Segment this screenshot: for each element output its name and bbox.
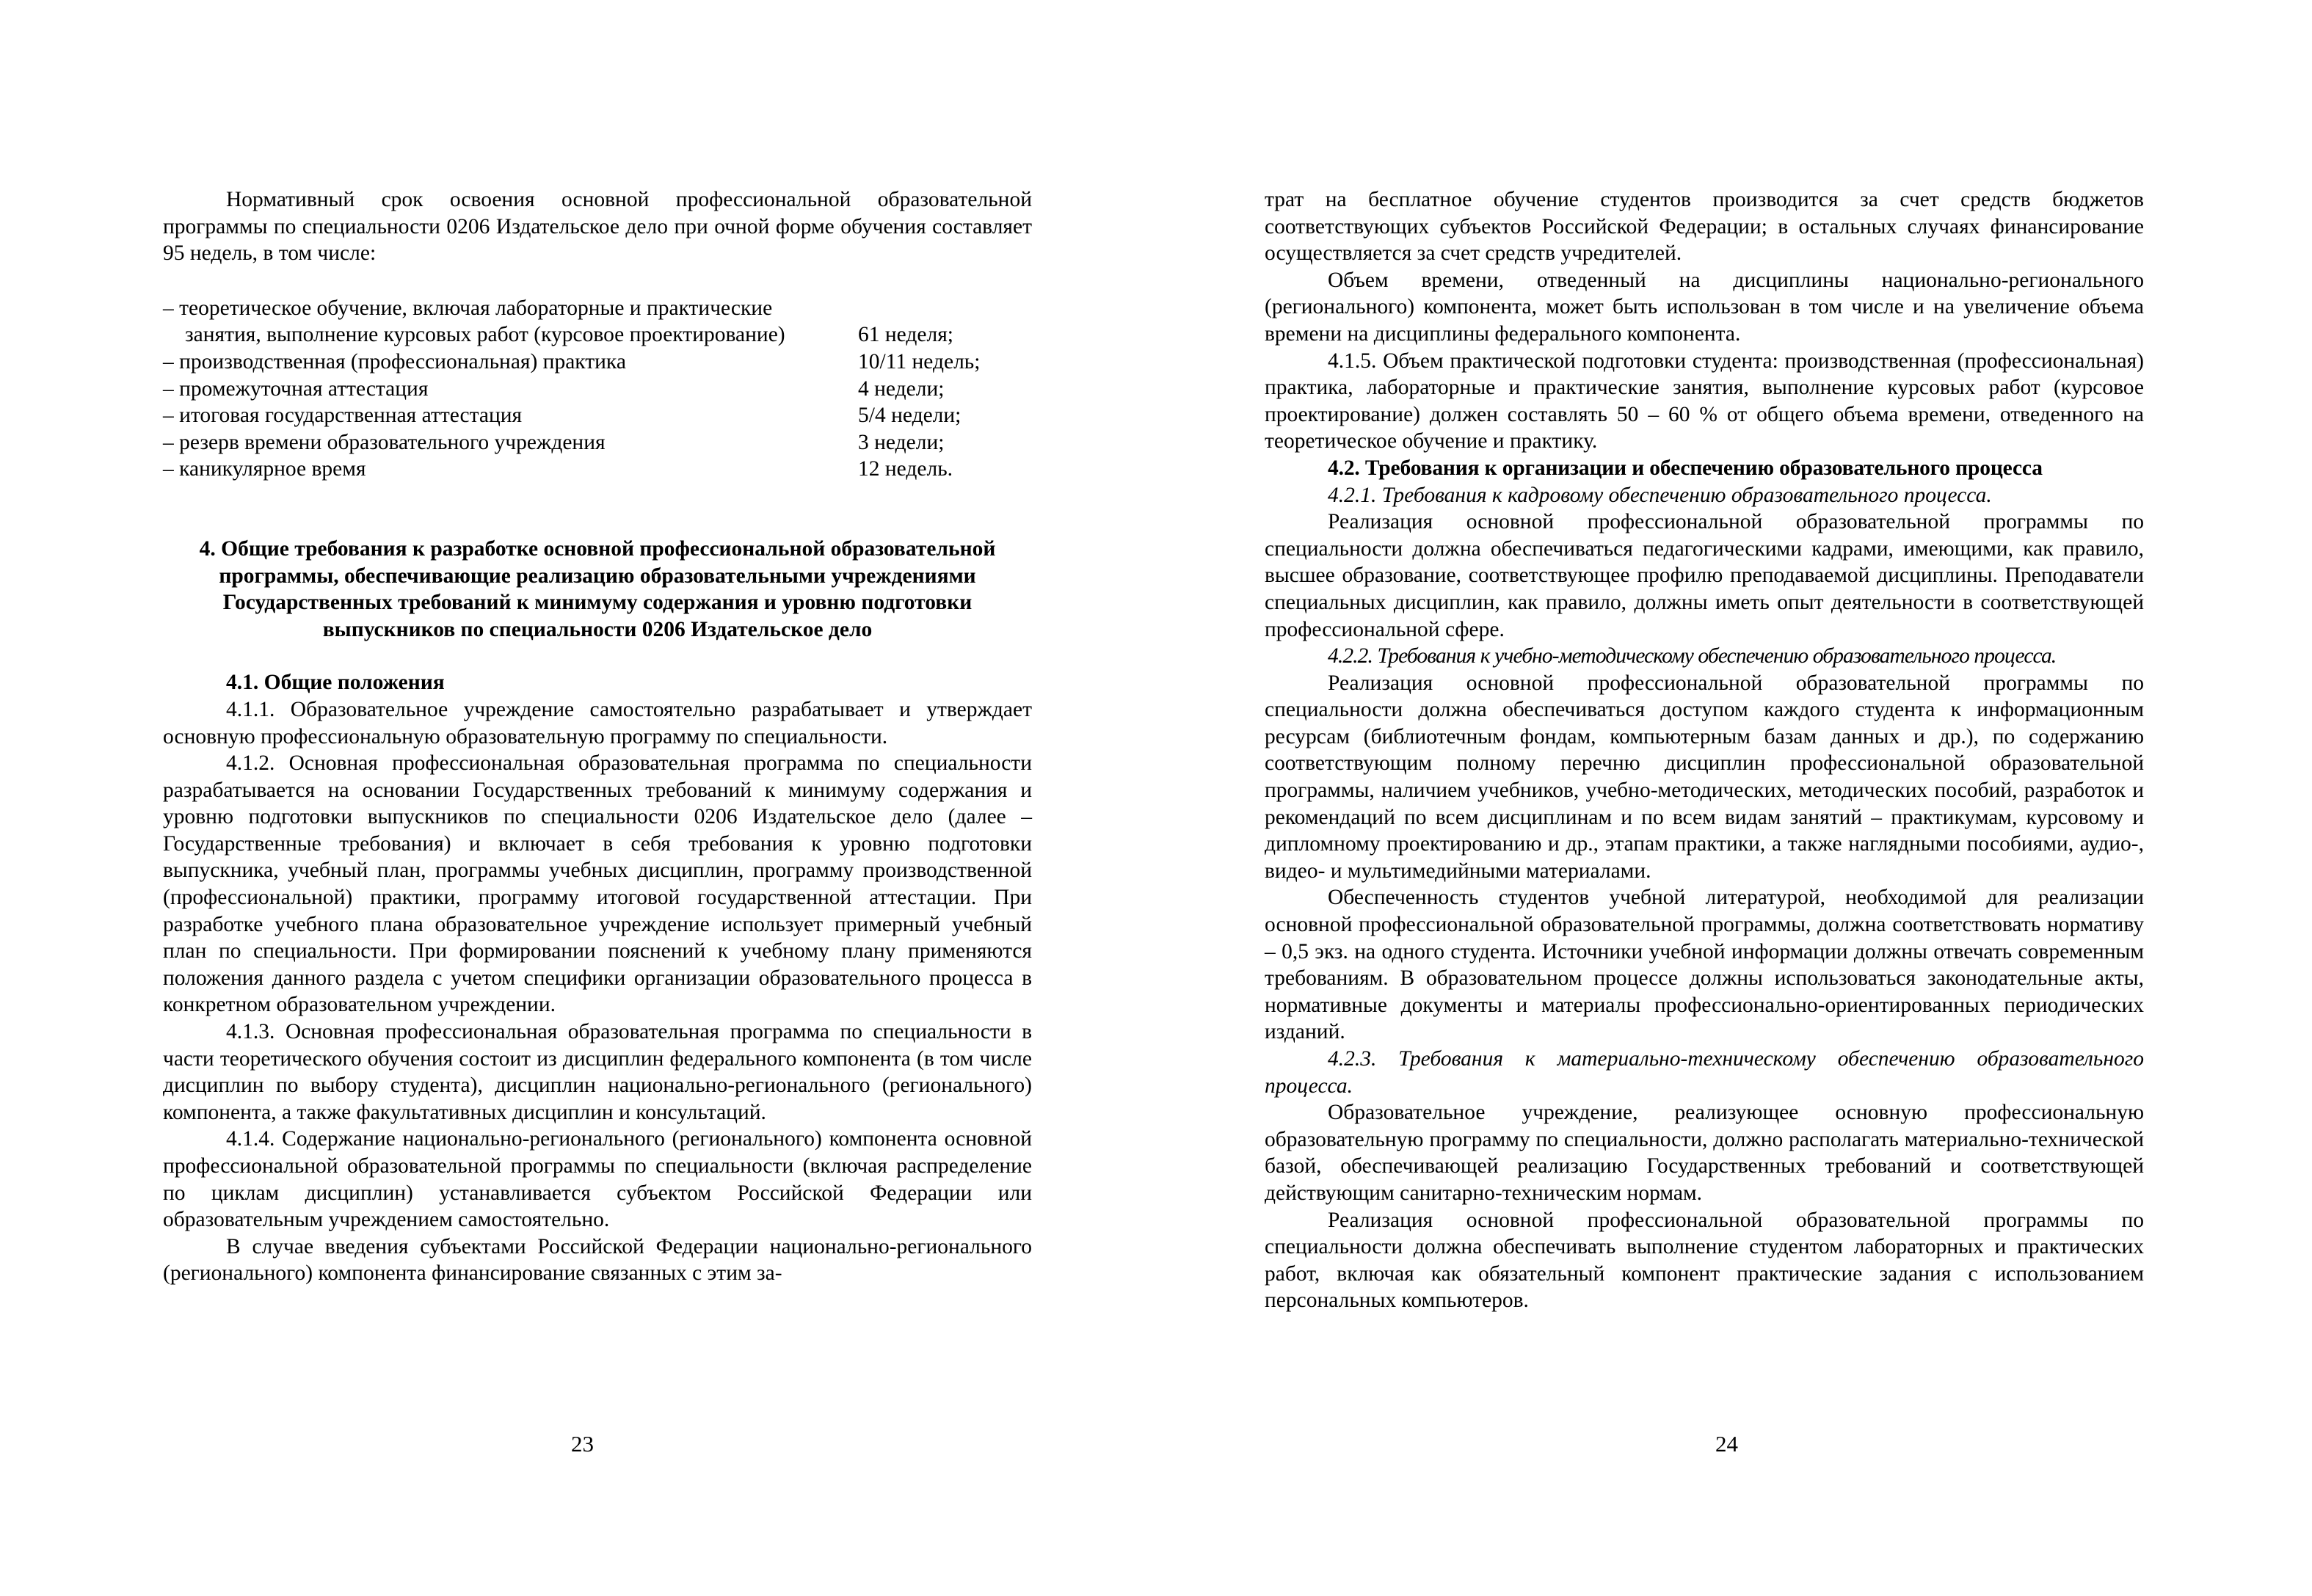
paragraph-4-1-2: 4.1.2. Основная профессиональная образовательная программа по специальности разрабатывается на основании Государственных требований к минимуму содержания и уровню подготовки выпускников по специальности 0206 Издательское дело (далее – Государственные требования) и включает в себя требования к уровню подготовки выпускника, учебный план, программы учебных дисциплин, программу производственной (профессиональной) практики, программу итоговой государственной аттестации. При разработке учебного плана образовательное учреждение использует примерный учебный план по специальности. При формировании пояснений к учебному плану применяются положения данного раздела с учетом специфики организации образовательного процесса в конкретном образовательном учреждении. xyxy=(163,751,1032,1017)
paragraph-4-1-3: 4.1.3. Основная профессиональная образовательная программа по специальности в части теоретического обучения состоит из дисциплин федерального компонента (в том числе дисциплин по выбору студента), дисциплин национально-регионального (регионального) компонента, а также факультативных дисциплин и консультаций. xyxy=(163,1020,1032,1124)
distribution-value: 61 неделя; xyxy=(858,323,953,347)
distribution-label: – резерв времени образовательного учреждения xyxy=(163,430,606,454)
subsection-4-1-title: 4.1. Общие положения xyxy=(226,671,445,695)
distribution-label: – теоретическое обучение, включая лабораторные и практические занятия, выполнение курсовых работ (курсовое проектирование) xyxy=(163,296,785,347)
subsection-4-2-1-title: 4.2.1. Требования к кадровому обеспечению образовательного процесса. xyxy=(1328,483,1992,507)
distribution-label: – итоговая государственная аттестация xyxy=(163,404,523,428)
page-number: 24 xyxy=(1715,1431,1738,1457)
page-24 xyxy=(1156,0,2312,1596)
distribution-label: – каникулярное время xyxy=(163,457,366,481)
distribution-item xyxy=(163,295,1032,349)
paragraph-lab-works: Реализация основной профессиональной образовательной программы по специальности должна обеспечивать выполнение студентом лабораторных и практических работ, включая как обязательный компонент практические задания с использованием персональных компьютеров. xyxy=(1265,1208,2144,1313)
distribution-item xyxy=(163,402,1032,429)
section-4-heading: 4. Общие требования к разработке основной профессиональной образовательной программы, обеспечивающие реализацию образовательными учреждениями Государственных требований к минимуму содержания и уровню подготовки выпускников по специальности 0206 Издательское дело xyxy=(199,536,996,641)
distribution-item xyxy=(163,376,1032,403)
subsection-4-2-3-title: 4.2.3. Требования к материально-техническому обеспечению образовательного процесса. xyxy=(1265,1047,2144,1098)
paragraph-4-2-3: Образовательное учреждение, реализующее основную профессиональную образовательную программу по специальности, должно располагать материально-технической базой, обеспечивающей реализацию Государственных требований и соответствующей действующим санитарно-техническим нормам. xyxy=(1265,1101,2144,1205)
distribution-item xyxy=(163,429,1032,456)
study-time-distribution-list xyxy=(163,295,1032,483)
paragraph-time-volume: Объем времени, отведенный на дисциплины национально-регионального (регионального) компонента, может быть использован в том числе и на увеличение объема времени на дисциплины федерального компонента. xyxy=(1265,268,2144,346)
paragraph-financing-end: трат на бесплатное обучение студентов производится за счет средств бюджетов соответствующих субъектов Российской Федерации; в остальных случаях финансирование осуществляется за счет средств учредителей. xyxy=(1265,188,2144,266)
distribution-value: 4 недели; xyxy=(858,376,945,401)
distribution-value: 5/4 недели; xyxy=(858,404,961,428)
paragraph-literature-supply: Обеспеченность студентов учебной литературой, необходимой для реализации основной профессиональной образовательной программы, должна соответствовать нормативу – 0,5 экз. на одного студента. Источники учебной информации должны отвечать современным требованиям. В образовательном процессе должны использоваться законодательные акты, нормативные документы и материалы профессионально-ориентированных периодических изданий. xyxy=(1265,886,2144,1044)
paragraph-4-1-1: 4.1.1. Образовательное учреждение самостоятельно разрабатывает и утверждает основную профессиональную образовательную программу по специальности. xyxy=(163,697,1032,748)
paragraph-4-2-2: Реализация основной профессиональной образовательной программы по специальности должна обеспечиваться доступом каждого студента к информационным ресурсам (библиотечным фондам, компьютерным базам данных и др.), по содержанию соответствующим полному перечню дисциплин профессиональной образовательной программы, наличием учебников, учебно-методических, методических пособий, разработок и рекомендаций по всем дисциплинам и по всем видам занятий – практикумам, курсовому и дипломному проектированию и др., этапам практики, а также наглядными пособиями, аудио-, видео- и мультимедийными материалами. xyxy=(1265,671,2144,883)
subsection-4-2-title: 4.2. Требования к организации и обеспечению образовательного процесса xyxy=(1328,456,2043,480)
distribution-value: 12 недель. xyxy=(858,457,953,481)
subsection-4-2-2-title: 4.2.2. Требования к учебно-методическому обеспечению образовательного процесса. xyxy=(1328,644,2057,668)
page-number: 23 xyxy=(571,1431,594,1457)
right-text-column xyxy=(1265,186,2144,1314)
paragraph-4-1-5: 4.1.5. Объем практической подготовки студента: производственная (профессиональная) практика, лабораторные и практические занятия, выполнение курсовых работ (курсовое проектирование) должен составлять 50 – 60 % от общего объема времени, отведенного на теоретическое обучение и практику. xyxy=(1265,349,2144,453)
distribution-item xyxy=(163,349,1032,376)
paragraph-4-1-4: 4.1.4. Содержание национально-регионального (регионального) компонента основной профессиональной образовательной программы по специальности (включая распределение по циклам дисциплин) устанавливается субъектом Российской Федерации или образовательным учреждением самостоятельно. xyxy=(163,1127,1032,1232)
distribution-label: – промежуточная аттестация xyxy=(163,376,429,401)
distribution-value: 10/11 недель; xyxy=(858,349,981,374)
left-text-column xyxy=(163,186,1032,1287)
paragraph-4-2-1: Реализация основной профессиональной образовательной программы по специальности должна обеспечиваться педагогическими кадрами, имеющими, как правило, высшее образование, соответствующее профилю преподаваемой дисциплины. Преподаватели специальных дисциплин, как правило, должны иметь опыт деятельности в соответствующей профессиональной сфере. xyxy=(1265,510,2144,641)
distribution-value: 3 недели; xyxy=(858,430,945,454)
distribution-label: – производственная (профессиональная) практика xyxy=(163,349,626,374)
distribution-item xyxy=(163,456,1032,483)
paragraph-financing-start: В случае введения субъектами Российской Федерации национально-регионального (регионального) компонента финансирование связанных с этим за- xyxy=(163,1234,1032,1286)
intro-paragraph: Нормативный срок освоения основной профессиональной образовательной программы по специальности 0206 Издательское дело при очной форме обучения составляет 95 недель, в том числе: xyxy=(163,188,1032,266)
